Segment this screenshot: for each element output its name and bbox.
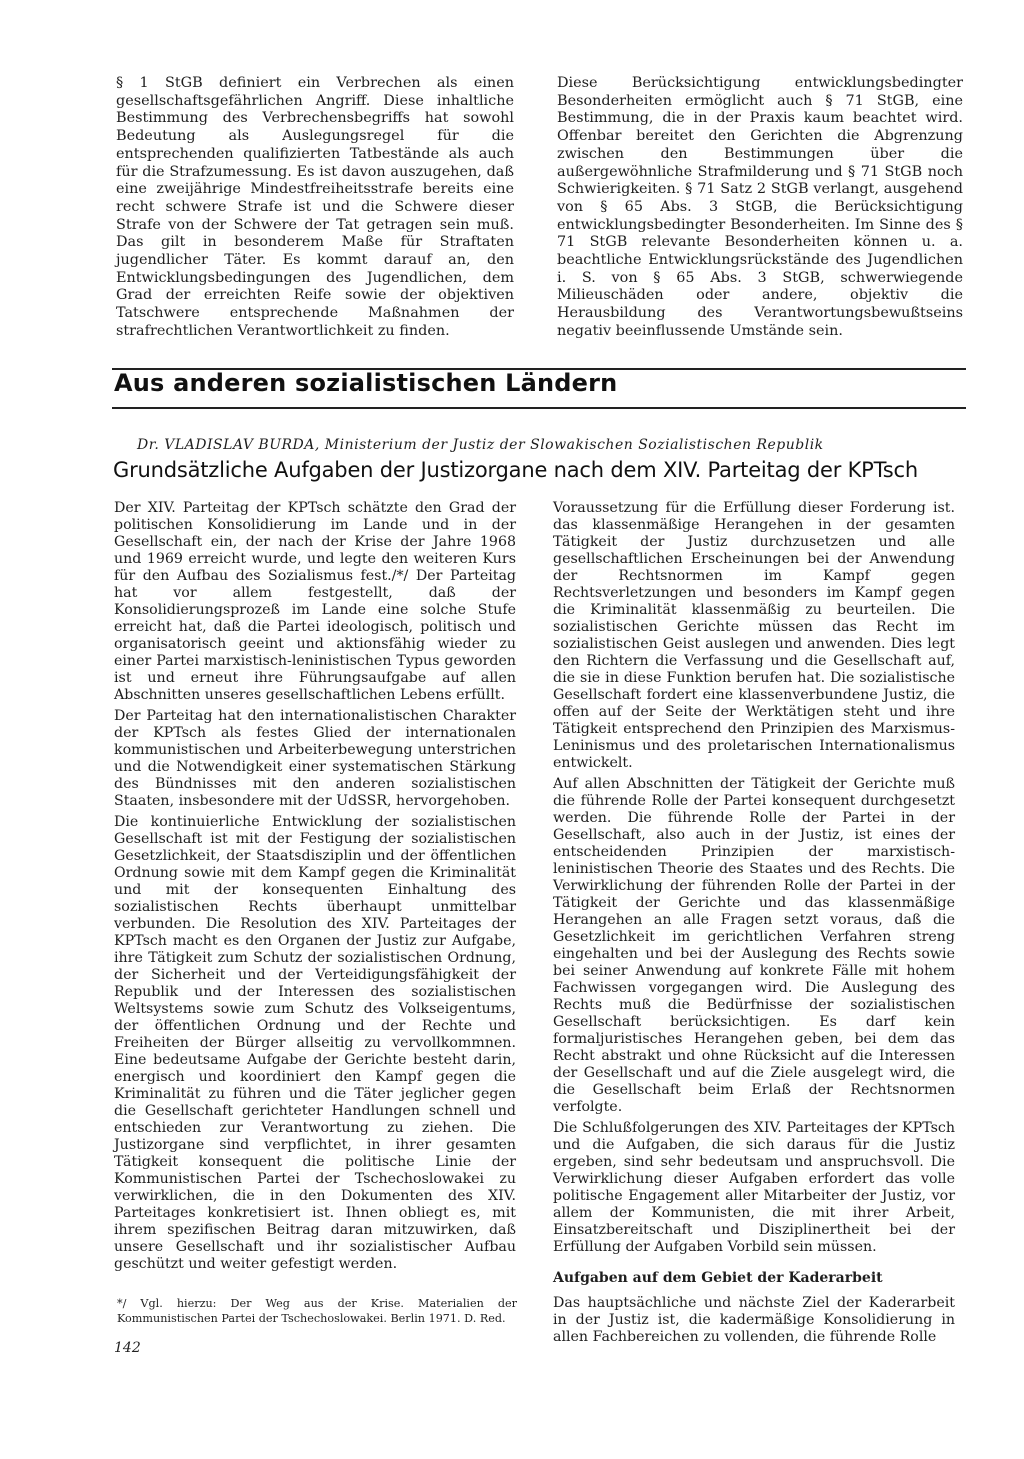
article-right-column [553, 500, 955, 1350]
subheading-kaderarbeit: Aufgaben auf dem Gebiet der Kaderarbeit [553, 1270, 883, 1286]
article-paragraph: Der Parteitag hat den internationalistischen Charakter der KPTsch als festes Glied der internationalen kommunistischen und Arbeiterbewegung unterstrichen und die Notwendigkeit einer systematischen Stärkung des Bündnisses mit den anderen sozialistischen Staaten, insbesondere mit der UdSSR, hervorgehoben. [114, 708, 516, 809]
article-paragraph: Die kontinuierliche Entwicklung der sozialistischen Gesellschaft ist mit der Festigung der sozialistischen Gesetzlichkeit, der Staatsdisziplin und der öffentlichen Ordnung sowie mit dem Kampf gegen die Kriminalität und mit der konsequenten Einhaltung des sozialistischen Rechts überhaupt unmittelbar verbunden. Die Resolution des XIV. Parteitages der KPTsch macht es den Organen der Justiz zur Aufgabe, ihre Tätigkeit zum Schutz der sozialistischen Ordnung, der Sicherheit und der Verteidigungsfähigkeit der Republik und der Interessen des sozialistischen Weltsystems sowie zum Schutz des Volkseigentums, der öffentlichen Ordnung und der Rechte und Freiheiten der Bürger allseitig zu vervollkommnen. Eine bedeutsame Aufgabe der Gerichte besteht darin, energisch und koordiniert den Kampf gegen die Kriminalität zu führen und die Täter jeglicher gegen die Gesellschaft gerichteter Handlungen schnell und entschieden zur Verantwortung zu ziehen. Die Justizorgane sind verpflichtet, in ihrer gesamten Tätigkeit konsequent die politische Linie der Kommunistischen Partei der Tschechoslowakei zu verwirklichen, die in den Dokumenten des XIV. Parteitages konkretisiert ist. Ihnen obliegt es, mit ihrem spezifischen Beitrag daran mitzuwirken, daß unsere Gesellschaft und ihr sozialistischer Aufbau geschützt und weiter gefestigt werden. [114, 814, 516, 1272]
top-right-column [557, 75, 963, 341]
author-line: Dr. VLADISLAV BURDA, Ministerium der Justiz der Slowakischen Sozialistischen Republik [137, 437, 824, 453]
article-left-column [114, 500, 516, 1277]
top-right-paragraph: Diese Berücksichtigung entwicklungsbedingter Besonderheiten ermöglicht auch § 71 StGB, eine Bestimmung, die in der Praxis kaum beachtet wird. Offenbar bereitet den Gerichten die Abgrenzung zwischen den Bestimmungen über die außergewöhnliche Strafmilderung und § 71 StGB noch Schwierigkeiten. § 71 Satz 2 StGB verlangt, ausgehend von § 65 Abs. 3 StGB, die Berücksichtigung entwicklungsbedingter Besonderheiten. Im Sinne des § 71 StGB relevante Besonderheiten können u. a. beachtliche Entwicklungsrückstände des Jugendlichen i. S. von § 65 Abs. 3 StGB, schwerwiegende Milieuschäden oder andere, objektiv die Herausbildung des Verantwortungsbewußtseins negativ beeinflussende Umstände sein. [557, 75, 963, 339]
article-paragraph: Das hauptsächliche und nächste Ziel der Kaderarbeit in der Justiz ist, die kadermäßige Konsolidierung in allen Fachbereichen zu vollenden, die führende Rolle [553, 1295, 955, 1345]
section-heading: Aus anderen sozialistischen Ländern [114, 369, 618, 397]
article-paragraph: Voraussetzung für die Erfüllung dieser Forderung ist. das klassenmäßige Herangehen in der gesamten Tätigkeit der Justiz durchzusetzen und alle gesellschaftlichen Erscheinungen bei der Anwendung der Rechtsnormen im Kampf gegen Rechtsverletzungen und besonders im Kampf gegen die Kriminalität klassenmäßig zu beurteilen. Die sozialistischen Gerichte müssen das Recht im sozialistischen Geist auslegen und anwenden. Dies legt den Richtern die Verfassung und die Gesellschaft auf, die sie in diese Funktion berufen hat. Die sozialistische Gesellschaft fordert eine klassenverbundene Justiz, die offen auf der Seite der Werktätigen steht und ihre Tätigkeit entsprechend den Prinzipien des Marxismus-Leninismus und des proletarischen Internationalismus entwickelt. [553, 500, 955, 771]
article-paragraph: Der XIV. Parteitag der KPTsch schätzte den Grad der politischen Konsolidierung im Lande und in der Gesellschaft ein, der nach der Krise der Jahre 1968 und 1969 erreicht wurde, und legte den weiteren Kurs für den Aufbau des Sozialismus fest./*/ Der Parteitag hat vor allem festgestellt, daß der Konsolidierungsprozeß im Lande eine solche Stufe erreicht hat, daß die Partei ideologisch, politisch und organisatorisch geeint und aktionsfähig wieder zu einer Partei marxistisch-leninistischen Typus geworden ist und erneut ihre Führungsaufgabe auf allen Abschnitten unseres gesellschaftlichen Lebens erfüllt. [114, 500, 516, 703]
footnote: */ Vgl. hierzu: Der Weg aus der Krise. Materialien der Kommunistischen Partei der Tschechoslowakei. Berlin 1971. D. Red. [117, 1297, 517, 1325]
top-left-column [116, 75, 514, 341]
top-left-paragraph: § 1 StGB definiert ein Verbrechen als einen gesellschaftsgefährlichen Angriff. Diese inhaltliche Bestimmung des Verbrechensbegriffs hat sowohl Bedeutung als Auslegungsregel für die entsprechenden qualifizierten Tatbestände als auch für die Strafzumessung. Es ist davon auszugehen, daß eine zweijährige Mindestfreiheitsstrafe bereits eine recht schwere Strafe ist und die Schwere dieser Strafe von der Schwere der Tat getragen sein muß. Das gilt in besonderem Maße für Straftaten jugendlicher Täter. Es kommt darauf an, den Entwicklungsbedingungen des Jugendlichen, dem Grad der erreichten Reife sowie der objektiven Tatschwere entsprechende Maßnahmen der strafrechtlichen Verantwortlichkeit zu finden. [116, 75, 514, 339]
article-title: Grundsätzliche Aufgaben der Justizorgane nach dem XIV. Parteitag der KPTsch [113, 458, 918, 482]
article-paragraph: Auf allen Abschnitten der Tätigkeit der Gerichte muß die führende Rolle der Partei konsequent durchgesetzt werden. Die führende Rolle der Partei in der Gesellschaft, also auch in der Justiz, ist eines der entscheidenden Prinzipien der marxistisch-leninistischen Theorie des Staates und des Rechts. Die Verwirklichung der führenden Rolle der Partei in der Tätigkeit der Gerichte und das klassenmäßige Herangehen an alle Fragen setzt voraus, daß die Gesetzlichkeit im gerichtlichen Verfahren streng eingehalten und bei der Auslegung des Rechts sowie bei seiner Anwendung auf konkrete Fälle mit hohem Fachwissen vorgegangen wird. Die Auslegung des Rechts muß die Bedürfnisse der sozialistischen Gesellschaft berücksichtigen. Es darf kein formaljuristisches Herangehen geben, bei dem das Recht abstrakt und ohne Rücksicht auf die Interessen der Gesellschaft und auf die Ziele ausgelegt wird, die die Gesellschaft beim Erlaß der Rechtsnormen verfolgte. [553, 776, 955, 1115]
section-bottom-rule [112, 407, 966, 409]
page-number: 142 [114, 1340, 141, 1356]
article-paragraph: Die Schlußfolgerungen des XIV. Parteitages der KPTsch und die Aufgaben, die sich daraus für die Justiz ergeben, sind sehr bedeutsam und anspruchsvoll. Die Verwirklichung dieser Aufgaben erfordert das volle politische Engagement aller Mitarbeiter der Justiz, vor allem der Kommunisten, die mit ihrer Arbeit, Einsatzbereitschaft und Disziplinertheit bei der Erfüllung der Aufgaben Vorbild sein müssen. [553, 1120, 955, 1255]
